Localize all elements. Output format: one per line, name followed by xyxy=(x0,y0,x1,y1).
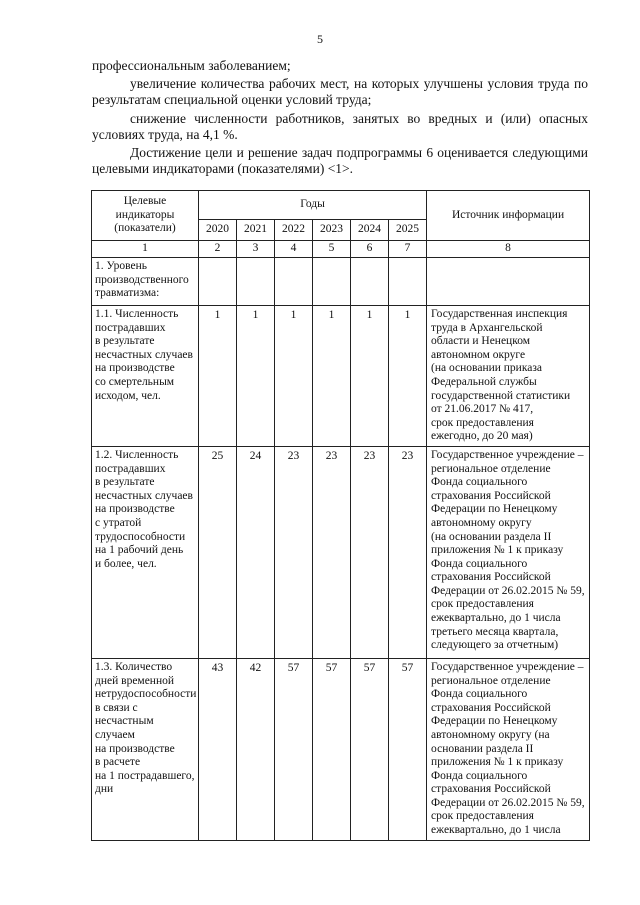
paragraph-2: увеличение количества рабочих мест, на которых улучшены условия труда по результатам специальной оценки условий труда; xyxy=(92,76,588,108)
source-cell xyxy=(427,258,590,306)
paragraph-3: снижение численности работников, занятых во вредных и (или) опасных условиях труда, на 4,1 %. xyxy=(92,111,588,143)
table-row xyxy=(92,306,590,447)
value-cell: 24 xyxy=(237,446,275,658)
value-cell: 25 xyxy=(199,446,237,658)
table-column-numbers-row xyxy=(92,241,590,258)
header-indicator: Целевые индикаторы (показатели) xyxy=(92,191,199,241)
table-row xyxy=(92,258,590,306)
value-cell: 43 xyxy=(199,658,237,840)
table-row xyxy=(92,446,590,658)
value-cell: 23 xyxy=(351,446,389,658)
column-number: 4 xyxy=(275,241,313,258)
value-cell: 1 xyxy=(351,306,389,447)
year-cell: 2024 xyxy=(351,220,389,241)
year-cell: 2021 xyxy=(237,220,275,241)
page-number: 5 xyxy=(317,32,323,46)
value-cell xyxy=(275,258,313,306)
value-cell xyxy=(237,258,275,306)
source-cell: Государственное учреждение – региональное отделение Фонда социального страхования Российской Федерации по Ненецкому автономному округу (на основании раздела II приложения № 1 к приказу Фонда социального страхования Российской Федерации от 26.02.2015 № 59, срок предоставления ежеквартально, до 1 числа третьего месяца квартала, следующего за отчетным) xyxy=(427,446,590,658)
indicator-cell: 1. Уровень производственного травматизма: xyxy=(92,258,199,306)
paragraph-4: Достижение цели и решение задач подпрограммы 6 оценивается следующими целевыми индикаторами (показателями) <1>. xyxy=(92,145,588,177)
year-cell: 2025 xyxy=(389,220,427,241)
value-cell: 1 xyxy=(389,306,427,447)
value-cell: 1 xyxy=(313,306,351,447)
column-number: 3 xyxy=(237,241,275,258)
header-years: Годы xyxy=(199,191,427,220)
column-number: 5 xyxy=(313,241,351,258)
indicator-cell: 1.3. Количество дней временной нетрудоспособности в связи с несчастным случаем на производстве в расчете на 1 пострадавшего, дни xyxy=(92,658,199,840)
indicators-table xyxy=(91,190,590,841)
column-number: 1 xyxy=(92,241,199,258)
column-number: 8 xyxy=(427,241,590,258)
value-cell: 23 xyxy=(389,446,427,658)
value-cell: 1 xyxy=(275,306,313,447)
table-row xyxy=(92,658,590,840)
value-cell: 1 xyxy=(237,306,275,447)
indicator-cell: 1.1. Численность пострадавших в результате несчастных случаев на производстве со смертельным исходом, чел. xyxy=(92,306,199,447)
column-number: 7 xyxy=(389,241,427,258)
source-cell: Государственное учреждение – региональное отделение Фонда социального страхования Российской Федерации по Ненецкому автономному округу (на основании раздела II приложения № 1 к приказу Фонда социального страхования Российской Федерации от 26.02.2015 № 59, срок предоставления ежеквартально, до 1 числа xyxy=(427,658,590,840)
year-cell: 2023 xyxy=(313,220,351,241)
indicator-cell: 1.2. Численность пострадавших в результате несчастных случаев на производстве с утратой трудоспособности на 1 рабочий день и более, чел. xyxy=(92,446,199,658)
table-header-row xyxy=(92,191,590,220)
value-cell xyxy=(351,258,389,306)
column-number: 2 xyxy=(199,241,237,258)
value-cell: 57 xyxy=(275,658,313,840)
value-cell: 57 xyxy=(313,658,351,840)
value-cell: 23 xyxy=(313,446,351,658)
value-cell xyxy=(199,258,237,306)
value-cell: 23 xyxy=(275,446,313,658)
year-cell: 2020 xyxy=(199,220,237,241)
value-cell xyxy=(389,258,427,306)
source-cell: Государственная инспекция труда в Архангельской области и Ненецком автономном округе (на основании приказа Федеральной службы государственной статистики от 21.06.2017 № 417, срок предоставления ежегодно, до 20 мая) xyxy=(427,306,590,447)
year-cell: 2022 xyxy=(275,220,313,241)
paragraph-1: профессиональным заболеванием; xyxy=(92,58,291,73)
column-number: 6 xyxy=(351,241,389,258)
value-cell: 57 xyxy=(389,658,427,840)
value-cell: 42 xyxy=(237,658,275,840)
value-cell: 57 xyxy=(351,658,389,840)
value-cell xyxy=(313,258,351,306)
header-source: Источник информации xyxy=(427,191,590,241)
value-cell: 1 xyxy=(199,306,237,447)
